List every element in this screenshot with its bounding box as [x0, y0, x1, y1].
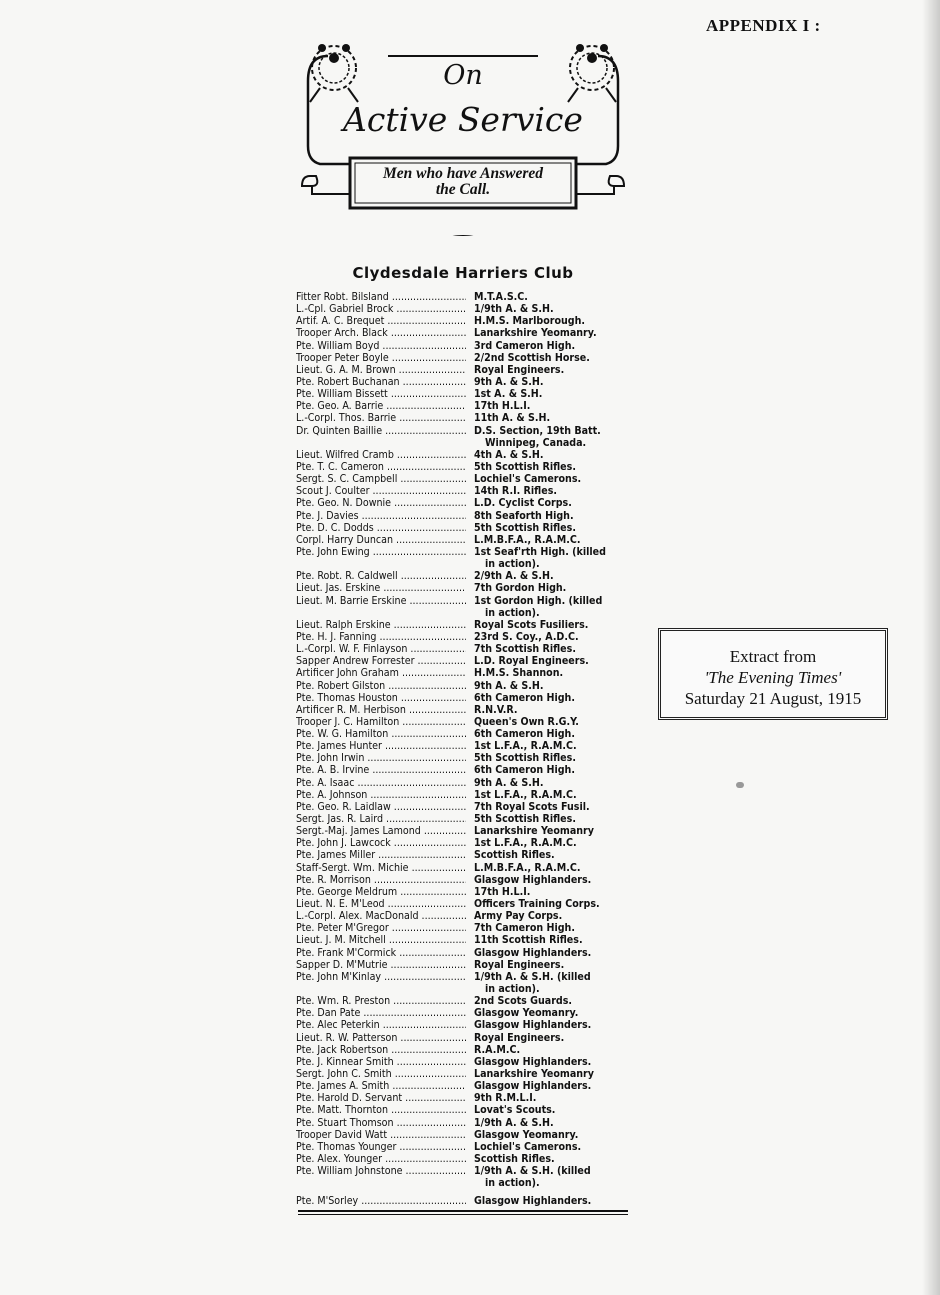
roster-name: Pte. James A. Smith ..... [296, 1080, 466, 1092]
roster-row [296, 1165, 630, 1177]
roster-name: Sergt.-Maj. James Lamond ..... [296, 825, 466, 837]
roster-row [296, 510, 630, 522]
roster-unit: Glasgow Highlanders. [474, 1080, 592, 1093]
roster-name: Pte. Matt. Thornton ..... [296, 1104, 466, 1116]
roster-row [296, 534, 630, 546]
roster-unit: 1st Gordon High. (killed [474, 594, 603, 607]
roster-unit: Glasgow Highlanders. [474, 946, 592, 959]
roster-unit: 17th H.L.I. [474, 885, 531, 898]
roster-row [296, 849, 630, 861]
roster-row [296, 522, 630, 534]
roster-name: Scout J. Coulter ..... [296, 485, 466, 497]
roster-row [296, 862, 630, 874]
roster-unit: M.T.A.S.C. [474, 291, 528, 303]
roster-name: Pte. A. B. Irvine ..... [296, 764, 466, 776]
roster-row [296, 461, 630, 473]
roster-unit: Royal Engineers. [474, 958, 565, 971]
roster-row [296, 971, 630, 983]
roster-row [296, 1080, 630, 1092]
roster-name: L.-Corpl. W. F. Finlayson ..... [296, 643, 466, 655]
roster-name: Pte. W. G. Hamilton ..... [296, 728, 466, 740]
banner-subtitle [356, 166, 570, 198]
roster-unit: 2/2nd Scottish Horse. [474, 351, 590, 364]
roster-name: L.-Corpl. Thos. Barrie ..... [296, 412, 466, 424]
roster-name: Pte. J. Kinnear Smith ..... [296, 1056, 466, 1068]
roster-unit: Lovat's Scouts. [474, 1104, 556, 1117]
roster-name: Pte. Geo. R. Laidlaw ..... [296, 801, 466, 813]
roster-name: Lieut. Ralph Erskine ..... [296, 619, 466, 631]
roster-row [296, 449, 630, 461]
club-title: Clydesdale Harriers Club [352, 264, 574, 282]
roster-row [296, 631, 630, 643]
roster-unit: 1/9th A. & S.H. [474, 303, 554, 316]
roster-row [296, 667, 630, 679]
roster-row [296, 582, 630, 594]
roster-unit: 11th Scottish Rifles. [474, 934, 583, 947]
roster-name: Pte. Peter M'Gregor ..... [296, 922, 466, 934]
roster-name: Pte. A. Isaac ..... [296, 777, 466, 789]
roster-row [296, 376, 630, 388]
roster-name: Lieut. J. M. Mitchell ..... [296, 934, 466, 946]
roster-row [296, 777, 630, 789]
roster-unit: 14th R.I. Rifles. [474, 485, 557, 498]
roster-name: L.-Corpl. Alex. MacDonald ..... [296, 910, 466, 922]
roster-unit: Glasgow Highlanders. [474, 1055, 592, 1068]
roster-name: Sergt. John C. Smith ..... [296, 1068, 466, 1080]
roster-unit: 2/9th A. & S.H. [474, 570, 554, 583]
roster-row [296, 680, 630, 692]
banner-active-service-text: Active Service [343, 100, 583, 139]
roster-name: Fitter Robt. Bilsland ..... [296, 291, 466, 303]
roster-row [296, 825, 630, 837]
roster-unit: Officers Training Corps. [474, 898, 600, 911]
roster-unit: 1st L.F.A., R.A.M.C. [474, 740, 577, 753]
roster-row [296, 983, 630, 995]
roster-name: Sapper D. M'Mutrie ..... [296, 959, 466, 971]
roster-row [296, 291, 630, 303]
roster-unit: 9th R.M.L.I. [474, 1092, 537, 1105]
roster-name: Pte. Harold D. Servant ..... [296, 1092, 466, 1104]
roster-unit: 1st Seaf'rth High. (killed [474, 545, 606, 558]
roster-unit: R.A.M.C. [474, 1043, 521, 1056]
roster-unit: L.M.B.F.A., R.A.M.C. [474, 861, 581, 874]
roster-unit: Royal Engineers. [474, 363, 565, 376]
roster-name: Pte. Wm. R. Preston ..... [296, 995, 466, 1007]
roster-name: Artificer R. M. Herbison ..... [296, 704, 466, 716]
roster-unit: 9th A. & S.H. [474, 679, 544, 692]
roster-name: Pte. Robert Buchanan ..... [296, 376, 466, 388]
roster-name: Pte. A. Johnson ..... [296, 789, 466, 801]
roster-row [296, 1129, 630, 1141]
banner-subtitle-line2: the Call. [435, 181, 491, 198]
roster-name: Sergt. S. C. Campbell ..... [296, 473, 466, 485]
roster-row [296, 1044, 630, 1056]
roster-row [296, 801, 630, 813]
roster-row [296, 1141, 630, 1153]
roster-name: Pte. Thomas Younger ..... [296, 1141, 466, 1153]
roster-unit: 17th H.L.I. [474, 400, 531, 413]
extract-publication: 'The Evening Times' [704, 668, 842, 687]
roster-row [296, 352, 630, 364]
roster-name: Pte. Geo. N. Downie ..... [296, 497, 466, 509]
roster-row [296, 910, 630, 922]
roster-row [296, 485, 630, 497]
roster-row [296, 764, 630, 776]
roster-row [296, 1195, 630, 1207]
roster-name: Sergt. Jas. R. Laird ..... [296, 813, 466, 825]
roster-row [296, 364, 630, 376]
bottom-rule-thin [298, 1214, 628, 1215]
roster-name: Lieut. R. W. Patterson ..... [296, 1032, 466, 1044]
roster-unit: Lochiel's Camerons. [474, 1140, 582, 1153]
roster-row [296, 400, 630, 412]
roster-row [296, 558, 630, 570]
roster-unit: 1/9th A. & S.H. (killed [474, 1165, 591, 1178]
roster-unit: 2nd Scots Guards. [474, 995, 573, 1008]
roster-unit: L.D. Cyclist Corps. [474, 497, 572, 510]
roster-unit: 8th Seaforth High. [474, 509, 574, 522]
roster-name: Pte. Dan Pate ..... [296, 1007, 466, 1019]
roster-name: Pte. D. C. Dodds ..... [296, 522, 466, 534]
roster-name: L.-Cpl. Gabriel Brock ..... [296, 303, 466, 315]
roster-unit: Glasgow Yeomanry. [474, 1007, 579, 1020]
roster-unit: Winnipeg, Canada. [485, 436, 587, 449]
roster-row [296, 934, 630, 946]
roster-unit: in action). [485, 1177, 540, 1190]
roster-unit: Lanarkshire Yeomanry [474, 1068, 594, 1080]
roster-unit: Lochiel's Camerons. [474, 473, 582, 486]
roster-unit: 6th Cameron High. [474, 691, 575, 704]
roster-unit: 7th Gordon High. [474, 582, 567, 595]
roster-name: Pte. John M'Kinlay ..... [296, 971, 466, 983]
roster-name: Trooper David Watt ..... [296, 1129, 466, 1141]
roster-row [296, 315, 630, 327]
roster-name: Pte. R. Morrison ..... [296, 874, 466, 886]
roster-row [296, 837, 630, 849]
extract-date: Saturday 21 August, 1915 [684, 689, 862, 708]
roster-row [296, 740, 630, 752]
roster-name: Lieut. G. A. M. Brown ..... [296, 364, 466, 376]
roster-row [296, 1117, 630, 1129]
roster-row [296, 789, 630, 801]
roster-row [296, 546, 630, 558]
roster-row [296, 425, 630, 437]
roster-row [296, 327, 630, 339]
roster-name: Trooper Peter Boyle ..... [296, 352, 466, 364]
roster-row [296, 619, 630, 631]
roster-unit: R.N.V.R. [474, 703, 518, 716]
roster-unit: Scottish Rifles. [474, 1152, 555, 1165]
roster-name: Pte. Alex. Younger ..... [296, 1153, 466, 1165]
roster-row [296, 607, 630, 619]
roster-unit: 11th A. & S.H. [474, 412, 551, 425]
roster-unit: 7th Cameron High. [474, 922, 575, 935]
roster-name: Pte. Jack Robertson ..... [296, 1044, 466, 1056]
roster-unit: Lanarkshire Yeomanry [474, 825, 594, 838]
roster-name: Trooper J. C. Hamilton ..... [296, 716, 466, 728]
roster-name: Pte. William Johnstone ..... [296, 1165, 466, 1177]
roster-name: Pte. T. C. Cameron ..... [296, 461, 466, 473]
active-service-banner [298, 36, 628, 204]
roster-row [296, 716, 630, 728]
roster-row [296, 497, 630, 509]
roster-name: Sapper Andrew Forrester ..... [296, 655, 466, 667]
roster-unit: 4th A. & S.H. [474, 448, 544, 461]
roster-name: Pte. James Hunter ..... [296, 740, 466, 752]
roster-row [296, 1056, 630, 1068]
roster-row [296, 1104, 630, 1116]
roster-unit: 6th Cameron High. [474, 728, 575, 741]
roster-unit: L.M.B.F.A., R.A.M.C. [474, 533, 581, 546]
roster-unit: in action). [485, 606, 540, 619]
roster-name: Pte. Thomas Houston ..... [296, 692, 466, 704]
roster-row [296, 1092, 630, 1104]
roster-unit: 23rd S. Coy., A.D.C. [474, 630, 579, 643]
roster-unit: Glasgow Yeomanry. [474, 1128, 579, 1141]
roster-row [296, 1068, 630, 1080]
roster-row [296, 595, 630, 607]
roster-name: Pte. M'Sorley ..... [296, 1195, 466, 1207]
roster-row [296, 898, 630, 910]
roster-name: Pte. Stuart Thomson ..... [296, 1117, 466, 1129]
roster-name: Pte. J. Davies ..... [296, 510, 466, 522]
roster-name: Pte. H. J. Fanning ..... [296, 631, 466, 643]
roster-name: Pte. George Meldrum ..... [296, 886, 466, 898]
roster-unit: Royal Scots Fusiliers. [474, 618, 589, 631]
roster-name: Pte. John Irwin ..... [296, 752, 466, 764]
roster-unit: 5th Scottish Rifles. [474, 813, 576, 826]
roster-row [296, 959, 630, 971]
roster-name: Trooper Arch. Black ..... [296, 327, 466, 339]
newspaper-clipping [296, 36, 630, 1214]
roster-unit: H.M.S. Marlborough. [474, 315, 586, 328]
roster-unit: 3rd Cameron High. [474, 339, 576, 352]
roster-row [296, 303, 630, 315]
roster-name: Pte. Geo. A. Barrie ..... [296, 400, 466, 412]
page-edge-shadow [922, 0, 940, 1295]
roster-unit: 5th Scottish Rifles. [474, 752, 576, 765]
roster-unit: 1st A. & S.H. [474, 388, 543, 401]
roster-row [296, 813, 630, 825]
roster-name: Dr. Quinten Baillie ..... [296, 425, 466, 437]
extract-box [658, 628, 888, 720]
roster-row [296, 388, 630, 400]
roster-row [296, 1019, 630, 1031]
roster-unit: Lanarkshire Yeomanry. [474, 327, 597, 340]
roster-name: Pte. John Ewing ..... [296, 546, 466, 558]
roster-unit: L.D. Royal Engineers. [474, 655, 589, 668]
roster-row [296, 1032, 630, 1044]
roster-unit: 7th Scottish Rifles. [474, 643, 576, 656]
roster-unit: Glasgow Highlanders. [474, 1019, 592, 1032]
roster-name: Lieut. M. Barrie Erskine ..... [296, 595, 466, 607]
roster-row [296, 655, 630, 667]
banner-subtitle-line1: Men who have Answered [382, 165, 544, 182]
bottom-rule [298, 1210, 628, 1212]
roster-name: Pte. William Boyd ..... [296, 340, 466, 352]
roster-row [296, 995, 630, 1007]
roster-unit: 6th Cameron High. [474, 764, 575, 777]
roster-name: Pte. Frank M'Cormick ..... [296, 947, 466, 959]
roster-unit: 7th Royal Scots Fusil. [474, 800, 590, 813]
roster-name: Pte. William Bissett ..... [296, 388, 466, 400]
roster-unit: 1st L.F.A., R.A.M.C. [474, 837, 577, 850]
roster-name: Artif. A. C. Brequet ..... [296, 315, 466, 327]
roster-name: Pte. Robt. R. Caldwell ..... [296, 570, 466, 582]
roster-row [296, 704, 630, 716]
appendix-label: APPENDIX I : [706, 16, 821, 35]
roster-unit: Glasgow Highlanders. [474, 873, 592, 886]
roster-row [296, 886, 630, 898]
roster-unit: 1/9th A. & S.H. [474, 1116, 554, 1129]
roster-unit: 9th A. & S.H. [474, 776, 544, 789]
roster-unit: 9th A. & S.H. [474, 375, 544, 388]
roster-unit: Scottish Rifles. [474, 849, 555, 862]
roster-row [296, 922, 630, 934]
roster-name: Pte. Robert Gilston ..... [296, 680, 466, 692]
extract-line1: Extract from [729, 647, 817, 666]
roster-unit: Queen's Own R.G.Y. [474, 715, 579, 728]
roster-unit: 1/9th A. & S.H. (killed [474, 970, 591, 983]
roster-name: Artificer John Graham ..... [296, 667, 466, 679]
roster-unit: Glasgow Highlanders. [474, 1195, 592, 1208]
roster-row [296, 437, 630, 449]
roster-unit: in action). [485, 558, 540, 571]
roster-unit: Royal Engineers. [474, 1031, 565, 1044]
roster-unit: in action). [485, 983, 540, 996]
banner-on-text: On [443, 60, 483, 91]
roster-list [296, 291, 630, 1208]
roster-name: Lieut. Wilfred Cramb ..... [296, 449, 466, 461]
roster-unit: 5th Scottish Rifles. [474, 521, 576, 534]
roster-unit: H.M.S. Shannon. [474, 667, 564, 680]
roster-unit: D.S. Section, 19th Batt. [474, 424, 601, 437]
roster-row [296, 643, 630, 655]
paper-speck [736, 782, 744, 788]
roster-row [296, 752, 630, 764]
roster-name: Lieut. Jas. Erskine ..... [296, 582, 466, 594]
roster-row [296, 874, 630, 886]
roster-row [296, 1007, 630, 1019]
roster-row [296, 1177, 630, 1189]
roster-row [296, 692, 630, 704]
roster-row [296, 570, 630, 582]
roster-unit: Army Pay Corps. [474, 910, 563, 923]
roster-row [296, 1153, 630, 1165]
roster-name: Lieut. N. E. M'Leod ..... [296, 898, 466, 910]
roster-name: Pte. James Miller ..... [296, 849, 466, 861]
roster-name: Pte. Alec Peterkin ..... [296, 1019, 466, 1031]
roster-row [296, 412, 630, 424]
roster-row [296, 340, 630, 352]
roster-row [296, 473, 630, 485]
roster-name: Staff-Sergt. Wm. Michie ..... [296, 862, 466, 874]
roster-row [296, 728, 630, 740]
roster-unit: 1st L.F.A., R.A.M.C. [474, 788, 577, 801]
roster-name: Corpl. Harry Duncan ..... [296, 534, 466, 546]
roster-name: Pte. John J. Lawcock ..... [296, 837, 466, 849]
roster-unit: 5th Scottish Rifles. [474, 460, 576, 473]
roster-row [296, 947, 630, 959]
